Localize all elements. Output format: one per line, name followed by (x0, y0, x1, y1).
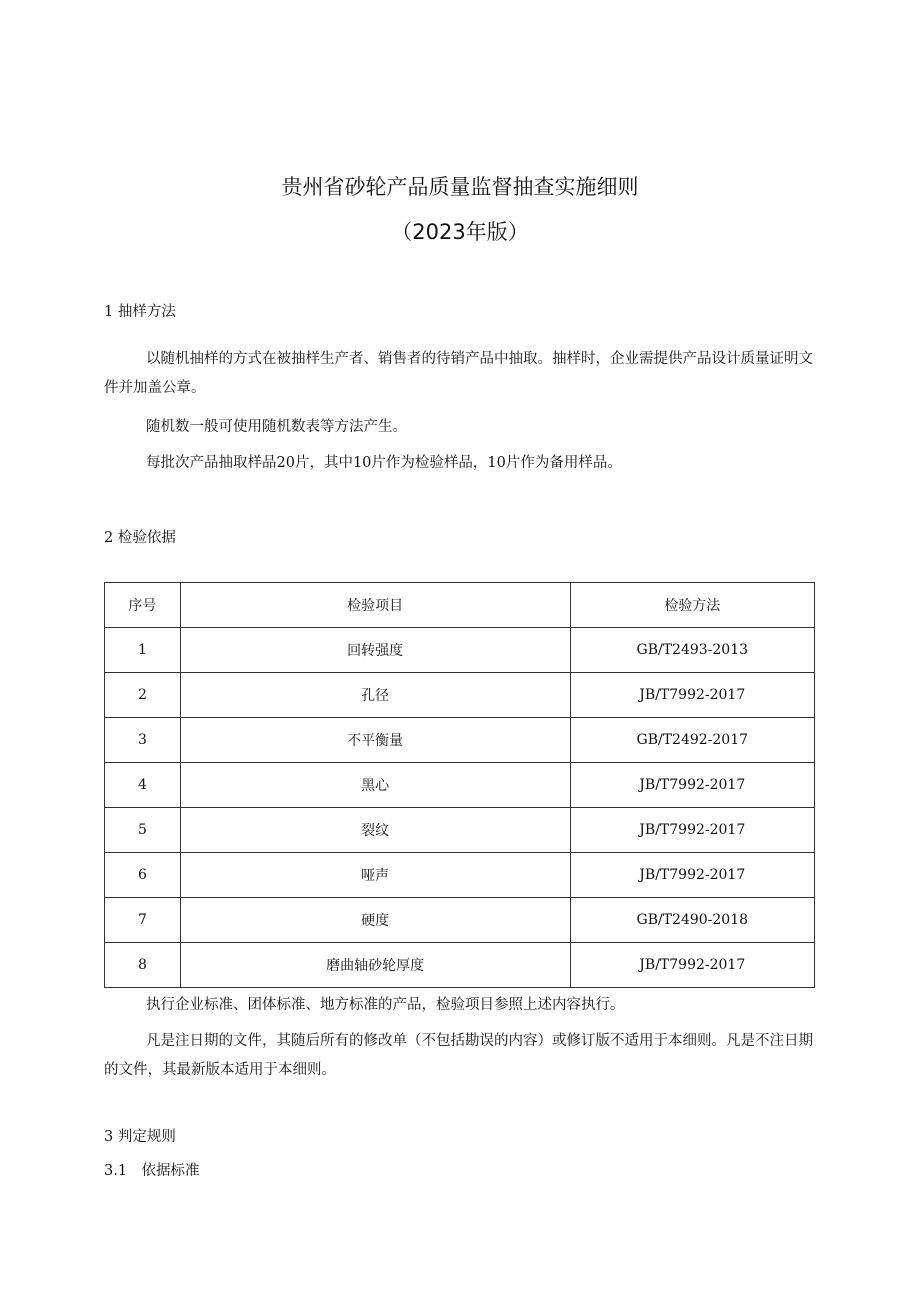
cell-number: 8 (105, 943, 181, 988)
header-item: 检验项目 (180, 583, 570, 628)
table-header-row (105, 583, 815, 628)
cell-number: 6 (105, 853, 181, 898)
cell-number: 3 (105, 718, 181, 763)
cell-item: 黑心 (180, 763, 570, 808)
paragraph: 执行企业标准、团体标准、地方标准的产品，检验项目参照上述内容执行。 (146, 997, 625, 1013)
section-3-1-heading: 3.1 依据标准 (104, 1163, 200, 1179)
cell-item: 不平衡量 (180, 718, 570, 763)
table-row (105, 853, 815, 898)
section-1-heading: 1 抽样方法 (104, 304, 176, 320)
header-number: 序号 (105, 583, 181, 628)
paragraph: 随机数一般可使用随机数表等方法产生。 (146, 419, 407, 435)
cell-method: GB/T2492-2017 (570, 718, 814, 763)
cell-number: 5 (105, 808, 181, 853)
section-3-heading: 3 判定规则 (104, 1129, 176, 1145)
paragraph: 凡是注日期的文件，其随后所有的修改单（不包括勘误的内容）或修订版不适用于本细则。凡是不注日期的文件，其最新版本适用于本细则。 (104, 1033, 813, 1078)
header-method: 检验方法 (570, 583, 814, 628)
cell-number: 4 (105, 763, 181, 808)
cell-item: 哑声 (180, 853, 570, 898)
cell-item: 硬度 (180, 898, 570, 943)
cell-method: JB/T7992-2017 (570, 808, 814, 853)
cell-method: JB/T7992-2017 (570, 853, 814, 898)
document-subtitle: （2023年版） (391, 220, 529, 244)
cell-method: JB/T7992-2017 (570, 943, 814, 988)
table-row (105, 673, 815, 718)
cell-item: 孔径 (180, 673, 570, 718)
section-2-heading: 2 检验依据 (104, 530, 176, 546)
table-row (105, 628, 815, 673)
paragraph: 每批次产品抽取样品20片，其中10片作为检验样品，10片作为备用样品。 (146, 455, 622, 471)
table-row (105, 718, 815, 763)
cell-method: JB/T7992-2017 (570, 763, 814, 808)
document-title: 贵州省砂轮产品质量监督抽查实施细则 (281, 175, 639, 199)
cell-method: JB/T7992-2017 (570, 673, 814, 718)
cell-number: 7 (105, 898, 181, 943)
inspection-table (104, 582, 815, 988)
cell-item: 裂纹 (180, 808, 570, 853)
cell-method: GB/T2493-2013 (570, 628, 814, 673)
cell-number: 2 (105, 673, 181, 718)
cell-method: GB/T2490-2018 (570, 898, 814, 943)
table-row (105, 898, 815, 943)
cell-number: 1 (105, 628, 181, 673)
table-row (105, 763, 815, 808)
table-row (105, 943, 815, 988)
cell-item: 回转强度 (180, 628, 570, 673)
table-row (105, 808, 815, 853)
paragraph: 以随机抽样的方式在被抽样生产者、销售者的待销产品中抽取。抽样时，企业需提供产品设计质量证明文件并加盖公章。 (104, 351, 813, 396)
cell-item: 磨曲轴砂轮厚度 (180, 943, 570, 988)
